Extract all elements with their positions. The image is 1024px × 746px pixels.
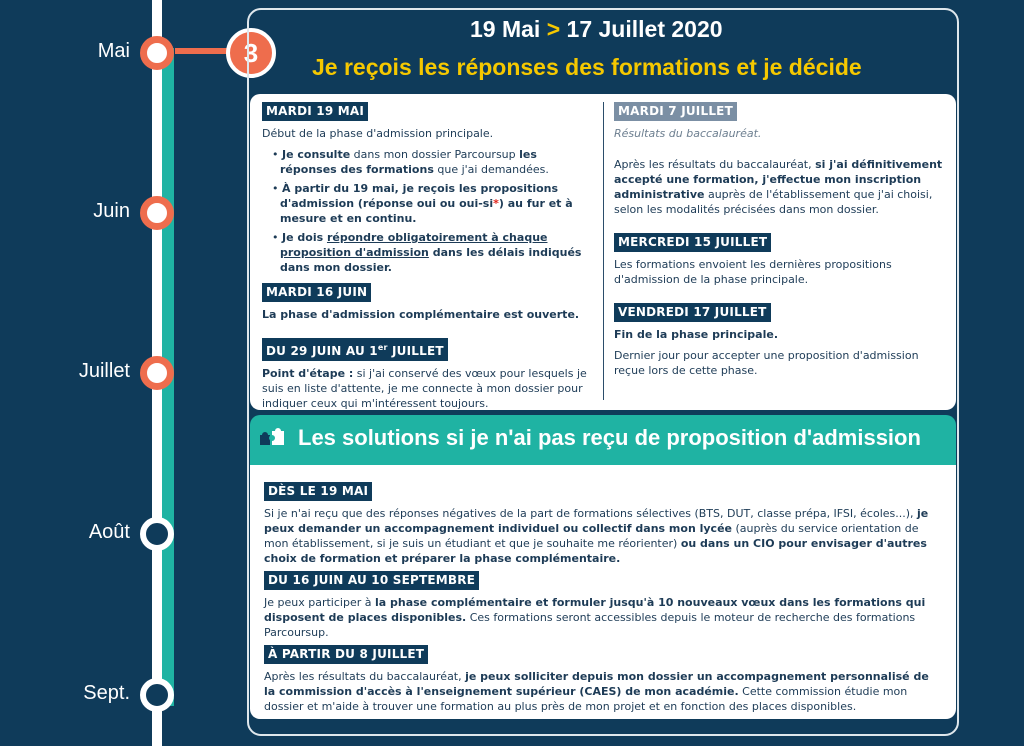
section-text: Dernier jour pour accepter une proposition d'admission reçue lors de cette phase. [614,349,919,377]
section-label: MERCREDI 15 JUILLET [614,233,771,252]
section-text: La phase d'admission complémentaire est ouverte. [262,308,580,321]
section-label: DÈS LE 19 MAI [264,482,372,501]
step-title: Je reçois les réponses des formations et je décide [312,54,862,80]
section-label: À PARTIR DU 8 JUILLET [264,645,428,664]
timeline-dot-sept [140,678,174,712]
date-range [470,16,723,43]
left-column [262,102,592,417]
section-label: MARDI 16 JUIN [262,283,371,302]
month-juillet: Juillet [78,360,130,382]
timeline-dot-aout [140,517,174,551]
section-text: Fin de la phase principale. [614,328,778,341]
month-juin: Juin [93,200,130,222]
timeline-dot-juillet [140,356,174,390]
section-text: Les formations envoient les dernières propositions d'admission de la phase principale. [614,258,892,286]
month-aout: Août [88,521,130,543]
timeline-dot-mai [140,36,174,70]
section-text: Début de la phase d'admission principale. [262,127,494,140]
right-column [614,102,944,384]
section-label: DU 16 JUIN AU 10 SEPTEMBRE [264,571,479,590]
month-mai: Mai [97,40,130,62]
section-label: MARDI 19 MAI [262,102,368,121]
section-text: Après les résultats du baccalauréat, je peux solliciter depuis mon dossier un accompagnement personnalisé de la commission d'accès à l'enseignement supérieur (CAES) de mon académie. Cette commission étudie mon dossier et m'aide à trouver une formation au plus près de mon projet et en fonction des places disponibles. [264,670,929,713]
section-label: VENDREDI 17 JUILLET [614,303,771,322]
section-label: DU 29 JUIN AU 1er JUILLET [262,338,448,361]
column-divider [603,102,604,400]
list-item: • À partir du 19 mai, je reçois les propositions d'admission (réponse oui ou oui-si*) au fur et à mesure et en continu. [272,182,573,225]
solutions-content [264,482,940,719]
section-text: Après les résultats du baccalauréat, si j'ai définitivement accepté une formation, j'effectue mon inscription administrative auprès de l'établissement que j'ai choisi, selon les modalités précisées dans mon dossier. [614,158,943,216]
month-sept: Sept. [83,682,130,704]
step-badge: 3 [226,28,276,78]
section-text: Si je n'ai reçu que des réponses négatives de la part de formations sélectives (BTS, DUT, classe prépa, IFSI, écoles...), je peux demander un accompagnement individuel ou collectif dans mon lycée (auprès du service orientation de mon établissement, si je suis un étudiant et que je souhaite me réorienter) ou dans un CIO pour envisager d'autres choix de formation et préparer la phase complémentaire. [264,507,929,565]
section-note: Résultats du baccalauréat. [614,127,762,140]
puzzle-icon [258,427,290,451]
section-text: Je peux participer à la phase complémentaire et formuler jusqu'à 10 nouveaux vœux dans les formations qui disposent de places disponibles. Ces formations seront accessibles depuis le moteur de recherche des formations Parcoursup. [264,596,926,639]
list-item: • Je dois répondre obligatoirement à chaque proposition d'admission dans les délais indiqués dans mon dossier. [272,231,582,274]
timeline-dot-juin [140,196,174,230]
date-separator: > [546,16,561,42]
section-label: MARDI 7 JUILLET [614,102,737,121]
section-text: Point d'étape : si j'ai conservé des vœux pour lesquels je suis en liste d'attente, je me connecte à mon dossier pour indiquer ceux qui m'intéressent toujours. [262,367,587,410]
list-item: • Je consulte dans mon dossier Parcoursup les réponses des formations que j'ai demandées. [272,148,549,176]
bullet-list [262,147,592,275]
date-end: 17 Juillet 2020 [566,16,723,42]
date-start: 19 Mai [470,16,541,42]
solutions-title: Les solutions si je n'ai pas reçu de proposition d'admission [298,425,921,450]
